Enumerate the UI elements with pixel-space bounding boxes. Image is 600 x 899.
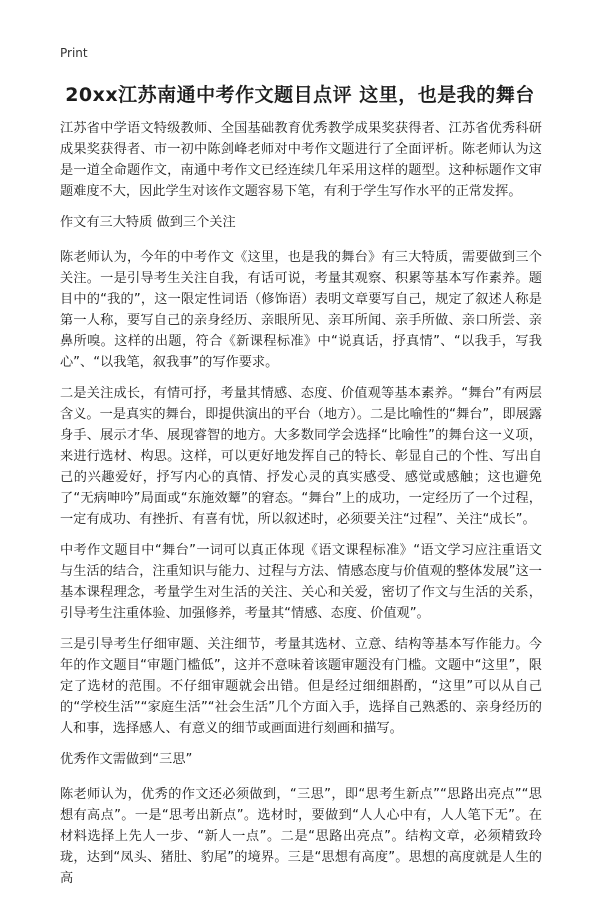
paragraph-focus-self: 陈老师认为，今年的中考作文《这里，也是我的舞台》有三大特质，需要做到三个关注。一是引导考生关注自我，有话可说，考量其观察、积累等基本写作素养。题目中的“我的”，这一限定性词语（修饰语）表明文章要写自己，规定了叙述人称是第一人称，要写自己的亲身经历、亲眼所见、亲耳所闻、亲手所做、亲口所尝、亲鼻所嗅。这样的出题，符合《新课程标准》中“说真话，抒真情”、“以我手，写我心”、“以我笔，叙我事”的写作要求。	[60, 250, 542, 370]
paragraph-stage-meaning: 中考作文题目中“舞台”一词可以真正体现《语文课程标准》“语文学习应注重语文与生活的结合，注重知识与能力、过程与方法、情感态度与价值观的整体发展”这一基本课程理念，考量学生对生活的关注、关心和关爱，密切了作文与生活的关系，引导考生注重体验、加强修养，考量其“情感、态度、价值观”。	[60, 543, 542, 621]
section-heading-three-traits: 作文有三大特质 做到三个关注	[60, 215, 236, 230]
article-body	[60, 118, 542, 899]
section-heading-three-thoughts: 优秀作文需做到“三思”	[60, 752, 193, 767]
print-link[interactable]: Print	[60, 46, 88, 60]
paragraph-focus-details: 三是引导考生仔细审题、关注细节，考量其选材、立意、结构等基本写作能力。今年的作文题目“审题门槛低”，这并不意味着该题审题没有门槛。文题中“这里”，限定了选材的范围。不仔细审题就会出错。但是经过细细斟酌，“这里”可以从自己的“学校生活”“家庭生活”“社会生活”几个方面入手，选择自己熟悉的、亲身经历的人和事，选择感人、有意义的细节或画面进行刻画和描写。	[60, 637, 542, 736]
paragraph-focus-growth: 二是关注成长，有情可抒，考量其情感、态度、价值观等基本素养。“舞台”有两层含义。一是真实的舞台，即提供演出的平台（地方）。二是比喻性的“舞台”，即展露身手、展示才华、展现睿智的地方。大多数同学会选择“比喻性”的舞台这一义项，来进行选材、构思。这样，可以更好地发挥自己的特长、彰显自己的个性、写出自己的兴趣爱好，抒写内心的真情、抒发心灵的真实感受、感觉或感触；这也避免了“无病呻吟”局面或“东施效颦”的窘态。“舞台”上的成功，一定经历了一个过程，一定有成功、有挫折、有喜有忧，所以叙述时，必须要关注“过程”、关注“成长”。	[60, 386, 542, 527]
page-title: 20xx江苏南通中考作文题目点评 这里，也是我的舞台	[65, 84, 535, 106]
intro-paragraph: 江苏省中学语文特级教师、全国基础教育优秀教学成果奖获得者、江苏省优秀科研成果奖获得者、市一初中陈剑峰老师对中考作文题进行了全面评析。陈老师认为这是一道全命题作文，南通中考作文已经连续几年采用这样的题型。这种标题作文审题难度不大，因此学生对该作文题容易下笔，有利于学生写作水平的正常发挥。	[60, 121, 542, 199]
paragraph-three-thoughts: 陈老师认为，优秀的作文还必须做到，“三思”，即“思考生新点”“思路出亮点”“思想有高点”。一是“思考出新点”。选材时，要做到“人人心中有，人人笔下无”。在材料选择上先人一步、“新人一点”。二是“思路出亮点”。结构文章，必须精致玲珑，达到“凤头、猪肚、豹尾”的境界。三是“思想有高度”。思想的高度就是人生的高	[60, 787, 542, 886]
